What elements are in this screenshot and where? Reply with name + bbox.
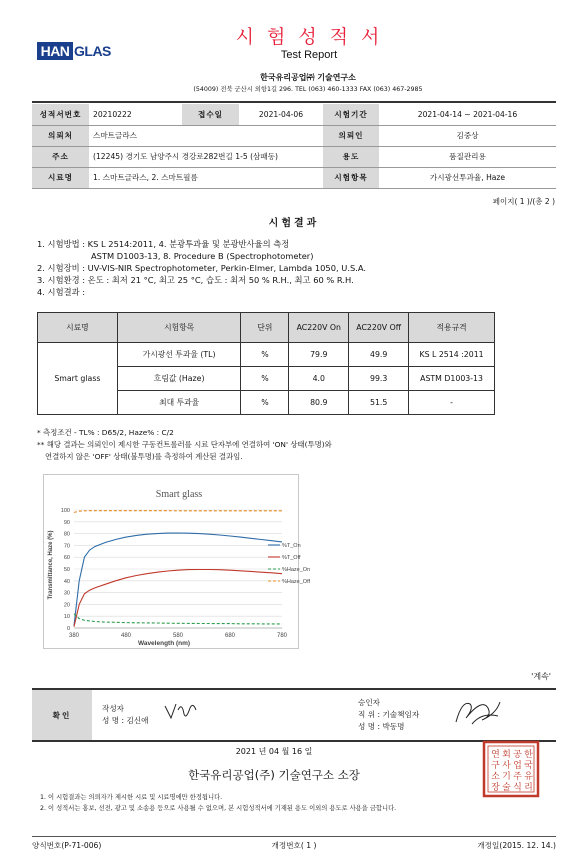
approver-block [324, 689, 556, 741]
received-date-value: 2021-04-06 [239, 104, 323, 125]
client-value: 스마트글라스 [89, 125, 323, 146]
chart-y-tick-label: 40 [63, 578, 70, 585]
author-block [92, 689, 324, 741]
col-unit: 단위 [241, 313, 289, 343]
report-title-english: Test Report [280, 49, 338, 61]
seal-glyph: 유 [524, 772, 533, 782]
chart-series-line [74, 614, 282, 624]
measurement-notes [37, 427, 332, 463]
page-footer [32, 836, 556, 850]
report-title-korean: 시험성적서 [235, 26, 393, 48]
footnote-2: 2. 이 성적서는 홍보, 선전, 광고 및 소송용 등으로 사용될 수 없으며, 본 시험성적서에 기재된 용도 이외의 용도로 사용을 금합니다. [40, 805, 397, 812]
col-off: AC220V Off [349, 313, 409, 343]
test-items-label: 시험항목 [323, 167, 379, 188]
seal-glyph: 국 [524, 761, 533, 771]
on-cell: 4.0 [289, 367, 349, 391]
seal-glyph: 소 [491, 772, 500, 782]
chart-y-axis-label: Transmittance, Haze (%) [48, 530, 54, 600]
seal-glyphs [491, 748, 533, 793]
chart-x-tick-label: 580 [172, 633, 184, 639]
requester-value: 김중상 [379, 125, 556, 146]
seal-glyph: 회 [502, 750, 511, 760]
chart-x-tick-label: 680 [224, 633, 236, 639]
chart-y-tick-label: 20 [63, 602, 70, 609]
official-seal-icon [482, 740, 540, 798]
item-cell: 흐림값 (Haze) [117, 367, 241, 391]
col-item: 시험항목 [117, 313, 241, 343]
chart-title: Smart glass [155, 489, 203, 500]
spectrum-chart [43, 474, 311, 649]
header-divider [32, 101, 556, 103]
continued-mark: '계속' [531, 672, 551, 681]
report-no-label: 성적서번호 [32, 104, 89, 125]
info-row-1 [32, 104, 556, 125]
received-date-label: 접수일 [182, 104, 239, 125]
test-period-value: 2021-04-14 ~ 2021-04-16 [379, 104, 556, 125]
line-equipment: 2. 시험장비 : UV-VIS-NIR Spectrophotometer, Perkin-Elmer, Lambda 1050, U.S.A. [37, 263, 367, 273]
approver-name: 성 명 : 박동명 [358, 722, 405, 731]
author-title: 작성자 [102, 704, 125, 713]
unit-cell: % [241, 367, 289, 391]
author-signature-icon [162, 698, 200, 722]
confirmation-table [32, 688, 556, 742]
chart-x-tick-label: 480 [120, 633, 132, 639]
organization-address: (54009) 전북 군산시 외항1길 296. TEL (063) 460-1333 FAX (063) 467-2985 [193, 86, 423, 93]
chart-legend-label: %Haze_On [282, 567, 311, 573]
test-method-lines [37, 238, 366, 298]
table-row [38, 343, 495, 367]
chart-x-tick-label: 780 [276, 633, 288, 639]
on-cell: 80.9 [289, 391, 349, 415]
info-row-2 [32, 125, 556, 146]
chart-y-tick-label: 10 [63, 614, 70, 621]
revision-number: 개정번호( 1 ) [271, 841, 317, 850]
col-on: AC220V On [289, 313, 349, 343]
seal-glyph: 식 [513, 783, 522, 793]
approver-signature-icon [452, 694, 504, 730]
section-title: 시험결과 [268, 218, 320, 229]
on-cell: 79.9 [289, 343, 349, 367]
chart-legend-label: %T_On [282, 543, 301, 549]
chart-y-tick-label: 0 [66, 626, 70, 632]
footnote-1: 1. 이 시험결과는 의뢰자가 제시한 시료 및 시료명에만 한정됩니다. [40, 794, 223, 801]
chart-y-tick-label: 60 [63, 555, 70, 562]
issuer-name: 한국유리공업(주) 기술연구소 소장 [188, 768, 360, 782]
chart-y-tick-label: 30 [63, 590, 70, 597]
sample-value: 1. 스마트글라스, 2. 스마트필름 [89, 167, 323, 188]
results-header-row [38, 313, 495, 343]
seal-glyph: 리 [524, 783, 533, 793]
note-conditions: * 측정조건 - TL% : D65/2, Haze% : C/2 [37, 428, 174, 437]
approver-role: 직 위 : 기술책임자 [358, 710, 420, 719]
usage-value: 품질관리용 [379, 146, 556, 167]
standard-cell: KS L 2514 :2011 [409, 343, 495, 367]
seal-glyph: 구 [491, 761, 500, 771]
col-standard: 적용규격 [409, 313, 495, 343]
logo-text-glas: GLAS [74, 43, 111, 59]
chart-x-tick-label: 380 [68, 633, 80, 639]
organization-name: 한국유리공업㈜ 기술연구소 [260, 73, 356, 82]
chart-svg [44, 475, 311, 650]
seal-glyph: 연 [491, 750, 500, 760]
results-table [37, 312, 495, 415]
revision-date: 개정일(2015. 12. 14.) [477, 841, 556, 850]
chart-series-line [74, 511, 282, 513]
report-no-value: 20210222 [89, 104, 182, 125]
item-cell: 최대 투과율 [117, 391, 241, 415]
test-period-label: 시험기간 [323, 104, 379, 125]
chart-series-line [74, 533, 282, 626]
usage-label: 용도 [323, 146, 379, 167]
chart-legend-label: %T_Off [282, 555, 301, 561]
client-label: 의뢰처 [32, 125, 89, 146]
footnotes [40, 792, 396, 814]
chart-series-line [74, 570, 282, 627]
chart-x-axis-label: Wavelength (nm) [137, 640, 191, 647]
off-cell: 51.5 [349, 391, 409, 415]
requester-label: 의뢰인 [323, 125, 379, 146]
item-cell: 가시광선 투과율 (TL) [117, 343, 241, 367]
info-row-4 [32, 167, 556, 188]
standard-cell: - [409, 391, 495, 415]
approver-title: 승인자 [358, 698, 381, 707]
logo-text-han: HAN [37, 42, 73, 60]
standard-cell: ASTM D1003-13 [409, 367, 495, 391]
chart-y-tick-label: 80 [63, 531, 70, 538]
seal-glyph: 장 [491, 783, 500, 793]
chart-y-tick-label: 50 [63, 567, 70, 573]
seal-glyph: 술 [502, 783, 511, 793]
chart-y-tick-label: 100 [60, 508, 70, 514]
seal-glyph: 한 [524, 750, 533, 760]
address-value: (12245) 경기도 남양주시 경강로282번길 1-5 (삼패동) [89, 146, 323, 167]
seal-svg [482, 740, 540, 798]
page-number: 페이지( 1 )/(총 2 ) [492, 197, 555, 206]
line-results-heading: 4. 시험결과 : [37, 287, 86, 297]
seal-glyph: 주 [513, 772, 522, 782]
line-method-2: ASTM D1003-13, 8. Procedure B (Spectrophotometer) [91, 251, 314, 261]
confirmation-row [32, 689, 556, 741]
sample-label: 시료명 [32, 167, 89, 188]
note-method-2: 연결하지 않은 'OFF' 상태(불투명)를 측정하여 계산된 결과임. [45, 452, 243, 461]
off-cell: 99.3 [349, 367, 409, 391]
chart-y-tick-label: 70 [63, 543, 70, 550]
seal-glyph: 사 [502, 761, 511, 771]
sample-name-cell: Smart glass [38, 343, 118, 415]
form-number: 양식번호(P-71-006) [32, 841, 102, 850]
unit-cell: % [241, 391, 289, 415]
unit-cell: % [241, 343, 289, 367]
col-sample: 시료명 [38, 313, 118, 343]
off-cell: 49.9 [349, 343, 409, 367]
report-info-table [32, 104, 556, 189]
test-items-value: 가시광선투과율, Haze [379, 167, 556, 188]
line-environment: 3. 시험환경 : 온도 : 최저 21 °C, 최고 25 °C, 습도 : 최저 50 % R.H., 최고 60 % R.H. [37, 275, 354, 285]
issue-date: 2021 년 04 월 16 일 [235, 747, 313, 756]
chart-legend-label: %Haze_Off [282, 579, 311, 585]
address-label: 주소 [32, 146, 89, 167]
chart-y-tick-label: 90 [63, 519, 70, 526]
seal-glyph: 업 [513, 761, 522, 771]
seal-glyph: 기 [502, 772, 511, 782]
confirm-label: 확인 [32, 689, 92, 741]
note-method-1: ** 해당 결과는 의뢰인이 제시한 구동컨트롤러를 시료 단자부에 연결하여 'ON' 상태(투명)와 [37, 440, 332, 449]
info-row-3 [32, 146, 556, 167]
seal-glyph: 공 [513, 750, 522, 760]
line-method: 1. 시험방법 : KS L 2514:2011, 4. 분광투과율 및 분광반사율의 측정 [37, 239, 290, 249]
author-name: 성 명 : 김신애 [102, 716, 149, 725]
